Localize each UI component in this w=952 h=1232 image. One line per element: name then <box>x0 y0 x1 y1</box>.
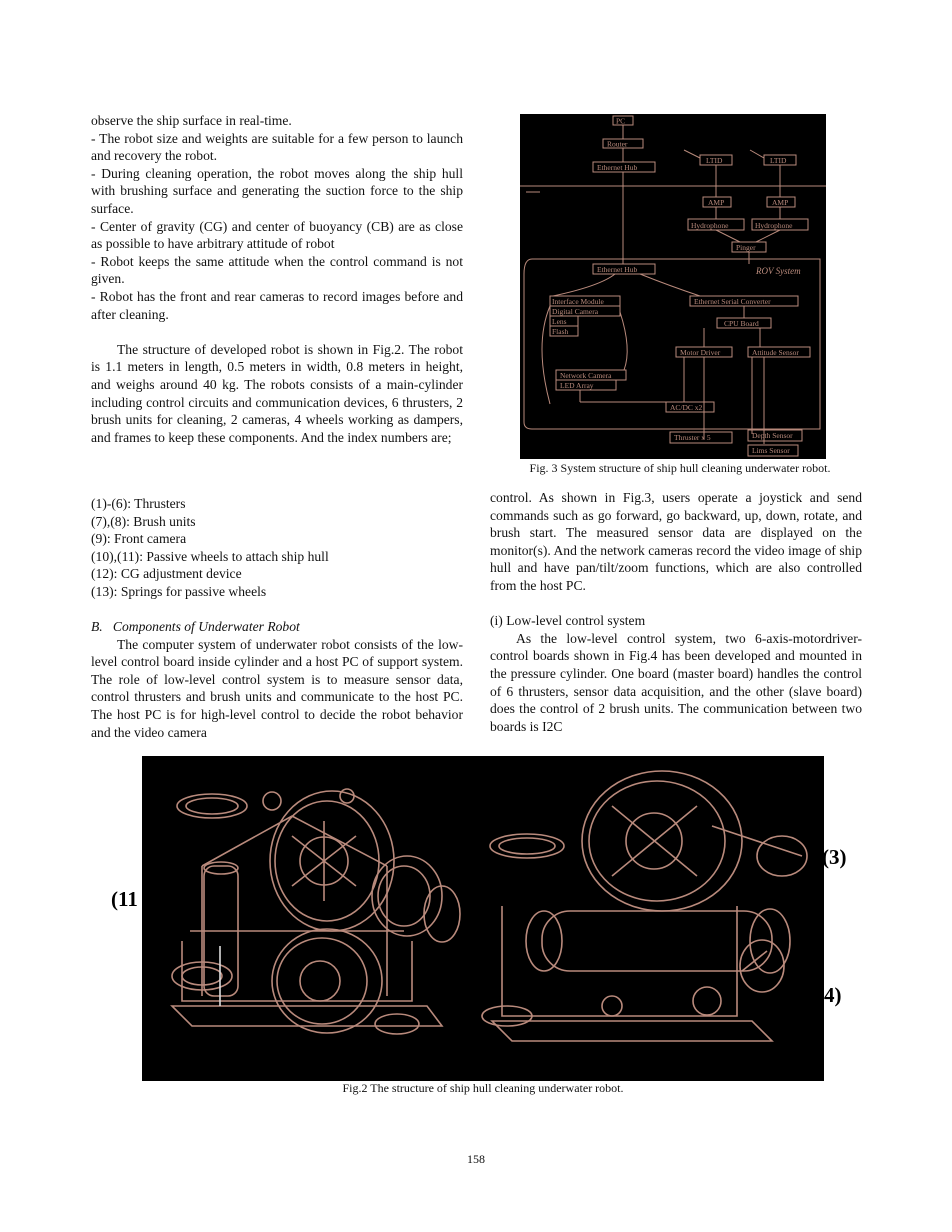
fig2-caption: Fig.2 The structure of ship hull cleaning underwater robot. <box>342 1081 624 1095</box>
paragraph: The computer system of underwater robot consists of the low-level control board inside cylinder and a host PC of support system. The role of low-level control system is to measure sensor data, control thrusters and brush units and communicate to the host PC. The host PC is for high-level control to decide the robot behavior and the video camera <box>91 636 463 740</box>
fig3-label: Router <box>607 139 628 149</box>
bullet-item: - Robot has the front and rear cameras to record images before and after cleaning. <box>91 288 463 322</box>
fig2-label-11: (11 <box>111 887 138 911</box>
fig3-label: Lims Sensor <box>752 446 790 455</box>
fig3-label: Ethernet Serial Converter <box>694 297 771 306</box>
fig3-label: ROV System <box>756 266 801 276</box>
fig3-label: CPU Board <box>724 319 759 328</box>
fig3-label: Network Camera <box>560 371 612 380</box>
fig3-caption: Fig. 3 System structure of ship hull cleaning underwater robot. <box>529 461 831 475</box>
index-list <box>91 495 463 601</box>
fig3-label: Ethernet Hub <box>597 163 638 172</box>
section-b <box>91 618 463 741</box>
fig3-label: PC <box>616 116 626 126</box>
list-item: (1)-(6): Thrusters <box>91 496 186 511</box>
fig3-label: AC/DC x2 <box>670 403 703 412</box>
right-column <box>490 489 862 735</box>
paragraph: As the low-level control system, two 6-axis-motordriver-control boards shown in Fig.4 has been developed and mounted in the pressure cylinder. One board (master board) handles the control of 6 thrusters, sensor data acquisition, and the other (slave board) does the control of 2 brush units. The communication between two boards is I2C <box>490 630 862 734</box>
fig3-system-diagram <box>520 114 826 459</box>
list-item: (13): Springs for passive wheels <box>91 583 267 599</box>
fig3-label: AMP <box>708 198 725 207</box>
left-column <box>91 112 463 446</box>
fig2-label-4: 4) <box>824 983 842 1007</box>
paragraph: observe the ship surface in real-time. <box>91 113 292 128</box>
section-heading: B. Components of Underwater Robot <box>91 619 300 634</box>
bullet-item: - Center of gravity (CG) and center of buoyancy (CB) are as close as possible to have arbitrary attitude of robot <box>91 218 463 252</box>
list-item: (7),(8): Brush units <box>91 513 196 529</box>
fig3-label: Ethernet Hub <box>597 265 638 274</box>
paragraph: The structure of developed robot is shown in Fig.2. The robot is 1.1 meters in length, 0.5 meters in width, 0.8 meters in height, and weighs around 40 kg. The robots consists of a main-cylinder including control circuits and communication devices, 6 thrusters, 2 brush units for cleaning, 2 cameras, 4 wheels working as dampers, and frames to keep these components. And the index numbers are; <box>91 341 463 445</box>
fig3-label: LTID <box>770 156 787 165</box>
bullet-item: - The robot size and weights are suitable for a few person to launch and recovery the robot. <box>91 130 463 164</box>
robot-right-illustration <box>482 771 807 1041</box>
list-item: (10),(11): Passive wheels to attach ship hull <box>91 548 329 564</box>
list-item: (9): Front camera <box>91 531 187 547</box>
fig3-label: Lens <box>552 317 567 326</box>
fig3-label: Hydrophone <box>691 221 729 230</box>
bullet-item: - During cleaning operation, the robot moves along the ship hull with brushing surface and generating the suction force to the ship surface. <box>91 165 463 216</box>
fig3-label: Pinger <box>736 243 756 252</box>
robot-left-illustration <box>172 789 460 1034</box>
fig3-label: Hydrophone <box>755 221 793 230</box>
fig3-label: LTID <box>706 156 723 165</box>
fig3-label: Digital Camera <box>552 307 599 316</box>
fig3-label: Interface Module <box>552 297 604 306</box>
paragraph: control. As shown in Fig.3, users operate a joystick and send commands such as go forward, go backward, up, down, rotate, and brush start. The measured sensor data are displayed on the monitor(s). And the network cameras record the video image of ship hull and have pan/tilt/zoom functions, which are also controlled from the host PC. <box>490 490 862 593</box>
list-item: (12): CG adjustment device <box>91 566 242 582</box>
bullet-item: - Robot keeps the same attitude when the control command is not given. <box>91 253 463 287</box>
fig3-label: Attitude Sensor <box>752 348 799 357</box>
page-number: 158 <box>467 1152 485 1166</box>
fig3-label: Thruster x 5 <box>674 433 711 442</box>
subsection-heading: (i) Low-level control system <box>490 613 646 629</box>
fig3-label: LED Array <box>560 381 594 390</box>
fig3-label: Depth Sensor <box>752 431 793 440</box>
fig3-label: Flash <box>552 327 569 336</box>
fig2-label-3: (3) <box>822 845 847 869</box>
fig2-robot-drawing <box>142 756 824 1081</box>
fig3-label: Motor Driver <box>680 348 721 357</box>
fig3-label: AMP <box>772 198 789 207</box>
